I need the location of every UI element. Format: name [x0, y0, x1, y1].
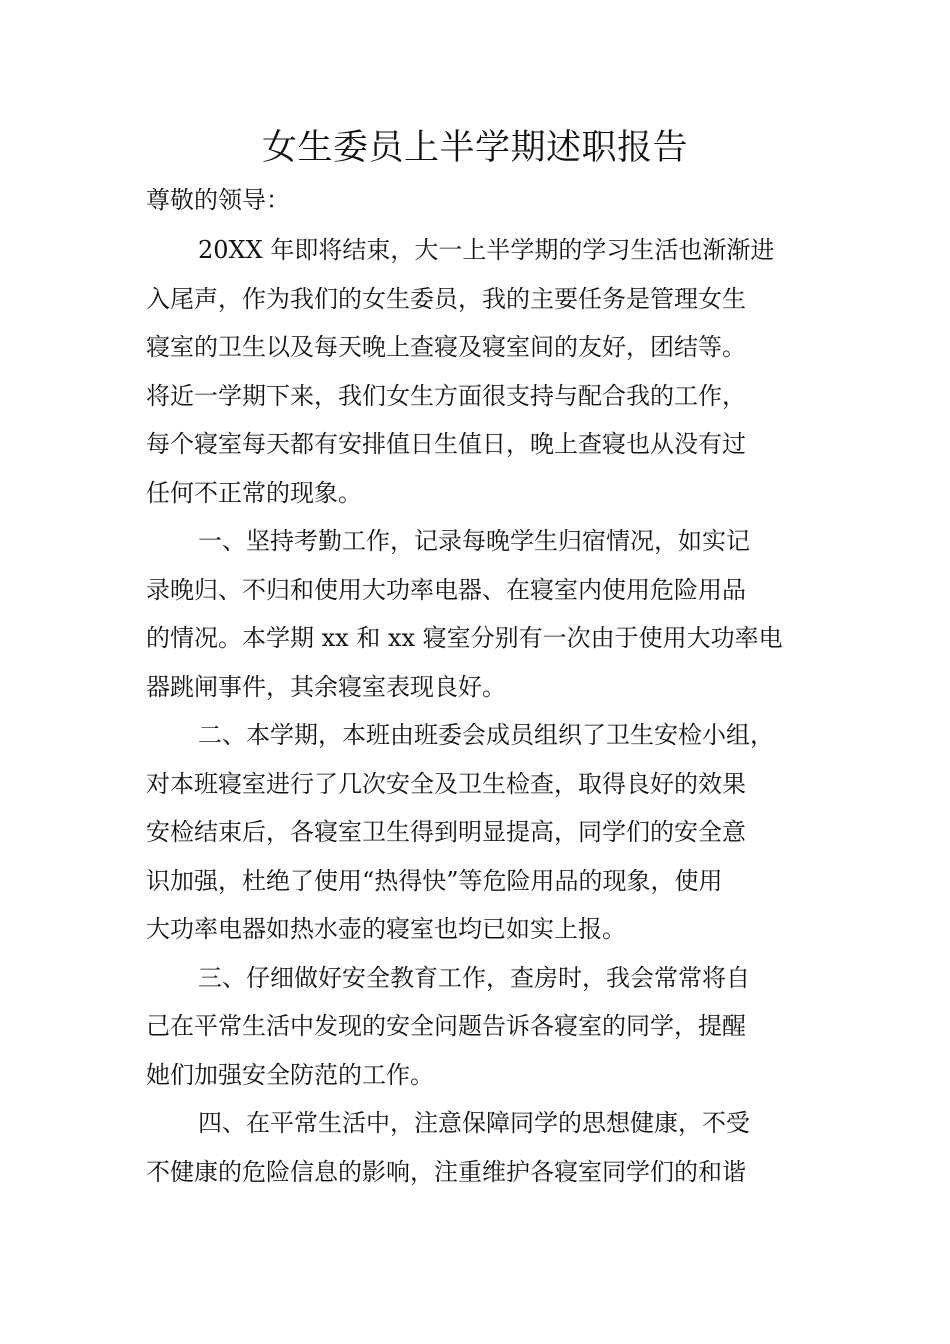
text-line: 对本班寝室进行了几次安全及卫生检查，取得良好的效果 [146, 769, 746, 798]
paragraph-item-3 [146, 954, 836, 1100]
text-line: 大功率电器如热水壶的寝室也均已如实上报。 [146, 915, 626, 943]
text-line: 将近一学期下来，我们女生方面很支持与配合我的工作， [146, 381, 746, 410]
text-line: 一、坚持考勤工作，记录每晚学生归宿情况，如实记 [198, 527, 750, 555]
text-line: 录晚归、不归和使用大功率电器、在寝室内使用危险用品 [146, 575, 746, 604]
text-line: 四、在平常生活中，注意保障同学的思想健康，不受 [198, 1109, 750, 1137]
text-line: 识加强，杜绝了使用“热得快”等危险用品的现象，使用 [146, 866, 723, 895]
text-line: 的情况。本学期 xx 和 xx 寝室分别有一次由于使用大功率电 [146, 624, 783, 652]
salutation: 尊敬的领导： [146, 186, 290, 214]
text-line: 她们加强安全防范的工作。 [146, 1060, 434, 1089]
text-line: 入尾声，作为我们的女生委员，我的主要任务是管理女生 [146, 284, 746, 313]
paragraph-item-2 [146, 711, 836, 954]
text-line: 寝室的卫生以及每天晚上查寝及寝室间的友好，团结等。 [146, 333, 746, 361]
text-line: 安检结束后，各寝室卫生得到明显提高，同学们的安全意 [146, 818, 746, 846]
paragraph-intro [146, 226, 836, 517]
paragraph-item-4 [146, 1099, 836, 1196]
text-line: 不健康的危险信息的影响，注重维护各寝室同学们的和谐 [146, 1157, 746, 1186]
document-body [146, 226, 836, 1196]
text-line: 器跳闸事件，其余寝室表现良好。 [146, 672, 506, 701]
text-line: 20XX 年即将结束，大一上半学期的学习生活也渐渐进 [198, 236, 775, 264]
text-line: 每个寝室每天都有安排值日生值日，晚上查寝也从没有过 [146, 430, 746, 458]
document-title: 女生委员上半学期述职报告 [261, 128, 688, 168]
text-line: 三、仔细做好安全教育工作，查房时，我会常常将自 [198, 963, 750, 992]
text-line: 二、本学期，本班由班委会成员组织了卫生安检小组， [198, 721, 774, 749]
text-line: 任何不正常的现象。 [146, 478, 362, 507]
paragraph-item-1 [146, 517, 836, 711]
text-line: 己在平常生活中发现的安全问题告诉各寝室的同学，提醒 [146, 1012, 746, 1040]
